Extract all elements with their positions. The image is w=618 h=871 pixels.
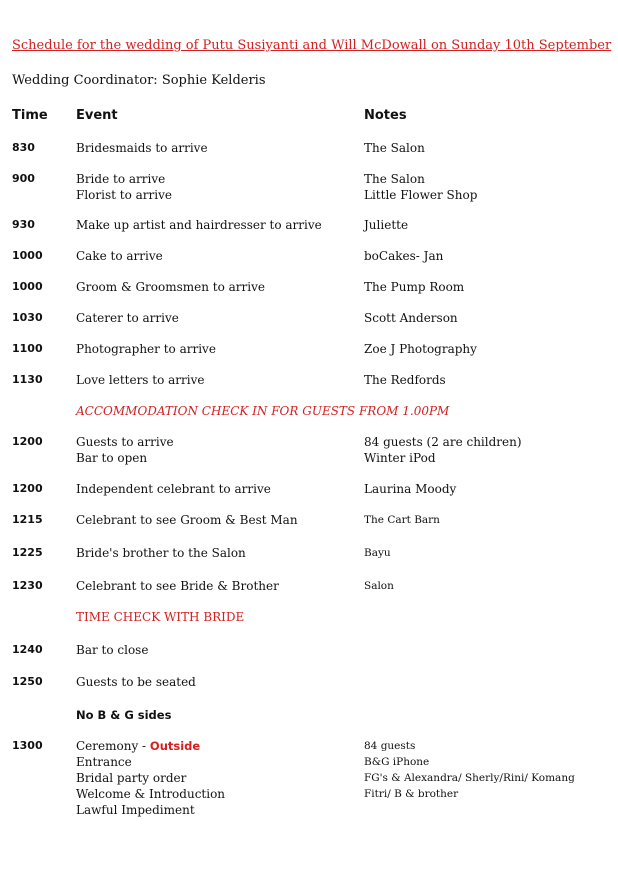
row-event: Bridesmaids to arrive [76,141,208,155]
header-time: Time [12,108,48,123]
page-title: Schedule for the wedding of Putu Susiyanti and Will McDowall on Sunday 10th September [12,38,612,53]
row-notes: Salon [364,580,394,592]
row-time: 1000 [12,280,43,293]
row-event: Celebrant to see Groom & Best Man [76,513,298,527]
row-time: 1030 [12,311,43,324]
row-event: Groom & Groomsmen to arrive [76,280,265,294]
row-notes: The Salon [364,141,425,155]
row-event: Cake to arrive [76,249,163,263]
row-event: Celebrant to see Bride & Brother [76,579,279,593]
row-time: 1000 [12,249,43,262]
time-check-note: TIME CHECK WITH BRIDE [76,610,245,624]
row-event: Guests to arrive Bar to open [76,435,174,465]
row-notes: Scott Anderson [364,311,458,325]
row-notes: 84 guests (2 are children) Winter iPod [364,435,522,465]
row-event: Bride's brother to the Salon [76,546,246,560]
row-time: 1240 [12,643,43,656]
row-event: Love letters to arrive [76,373,205,387]
row-time: 1250 [12,675,43,688]
row-notes: boCakes- Jan [364,249,444,263]
row-event: Photographer to arrive [76,342,216,356]
row-time: 900 [12,172,35,185]
row-notes: The Redfords [364,373,446,387]
row-time: 1200 [12,435,43,448]
row-event: Independent celebrant to arrive [76,482,271,496]
row-notes: 84 guests B&G iPhone FG's & Alexandra/ Sherly/Rini/ Komang Fitri/ B & brother [364,740,575,800]
row-notes: The Cart Barn [364,514,440,526]
row-time: 1200 [12,482,43,495]
row-notes: Juliette [364,218,409,232]
header-notes: Notes [364,108,407,123]
accommodation-note: ACCOMMODATION CHECK IN FOR GUESTS FROM 1.00PM [76,404,450,418]
row-event: Bar to close [76,643,149,657]
row-time: 1300 [12,739,43,752]
row-time: 1130 [12,373,43,386]
row-event: Guests to be seated [76,675,196,689]
row-notes: Bayu [364,547,391,559]
row-event: Caterer to arrive [76,311,179,325]
row-time: 1225 [12,546,43,559]
row-notes: Zoe J Photography [364,342,477,356]
row-notes: The Salon Little Flower Shop [364,172,478,202]
coordinator-line: Wedding Coordinator: Sophie Kelderis [12,73,266,88]
header-event: Event [76,108,118,123]
row-notes: Laurina Moody [364,482,457,496]
row-notes: The Pump Room [364,280,465,294]
row-time: 1100 [12,342,43,355]
row-event: Ceremony - Outside Entrance Bridal party order Welcome & Introduction Lawful Impediment [76,739,226,817]
row-event: Bride to arrive Florist to arrive [76,172,172,202]
outside-highlight: Outside [149,739,201,753]
row-time: 930 [12,218,35,231]
no-sides-note: No B & G sides [76,708,172,722]
row-time: 1215 [12,513,43,526]
row-time: 1230 [12,579,43,592]
row-time: 830 [12,141,35,154]
row-event: Make up artist and hairdresser to arrive [76,218,322,232]
